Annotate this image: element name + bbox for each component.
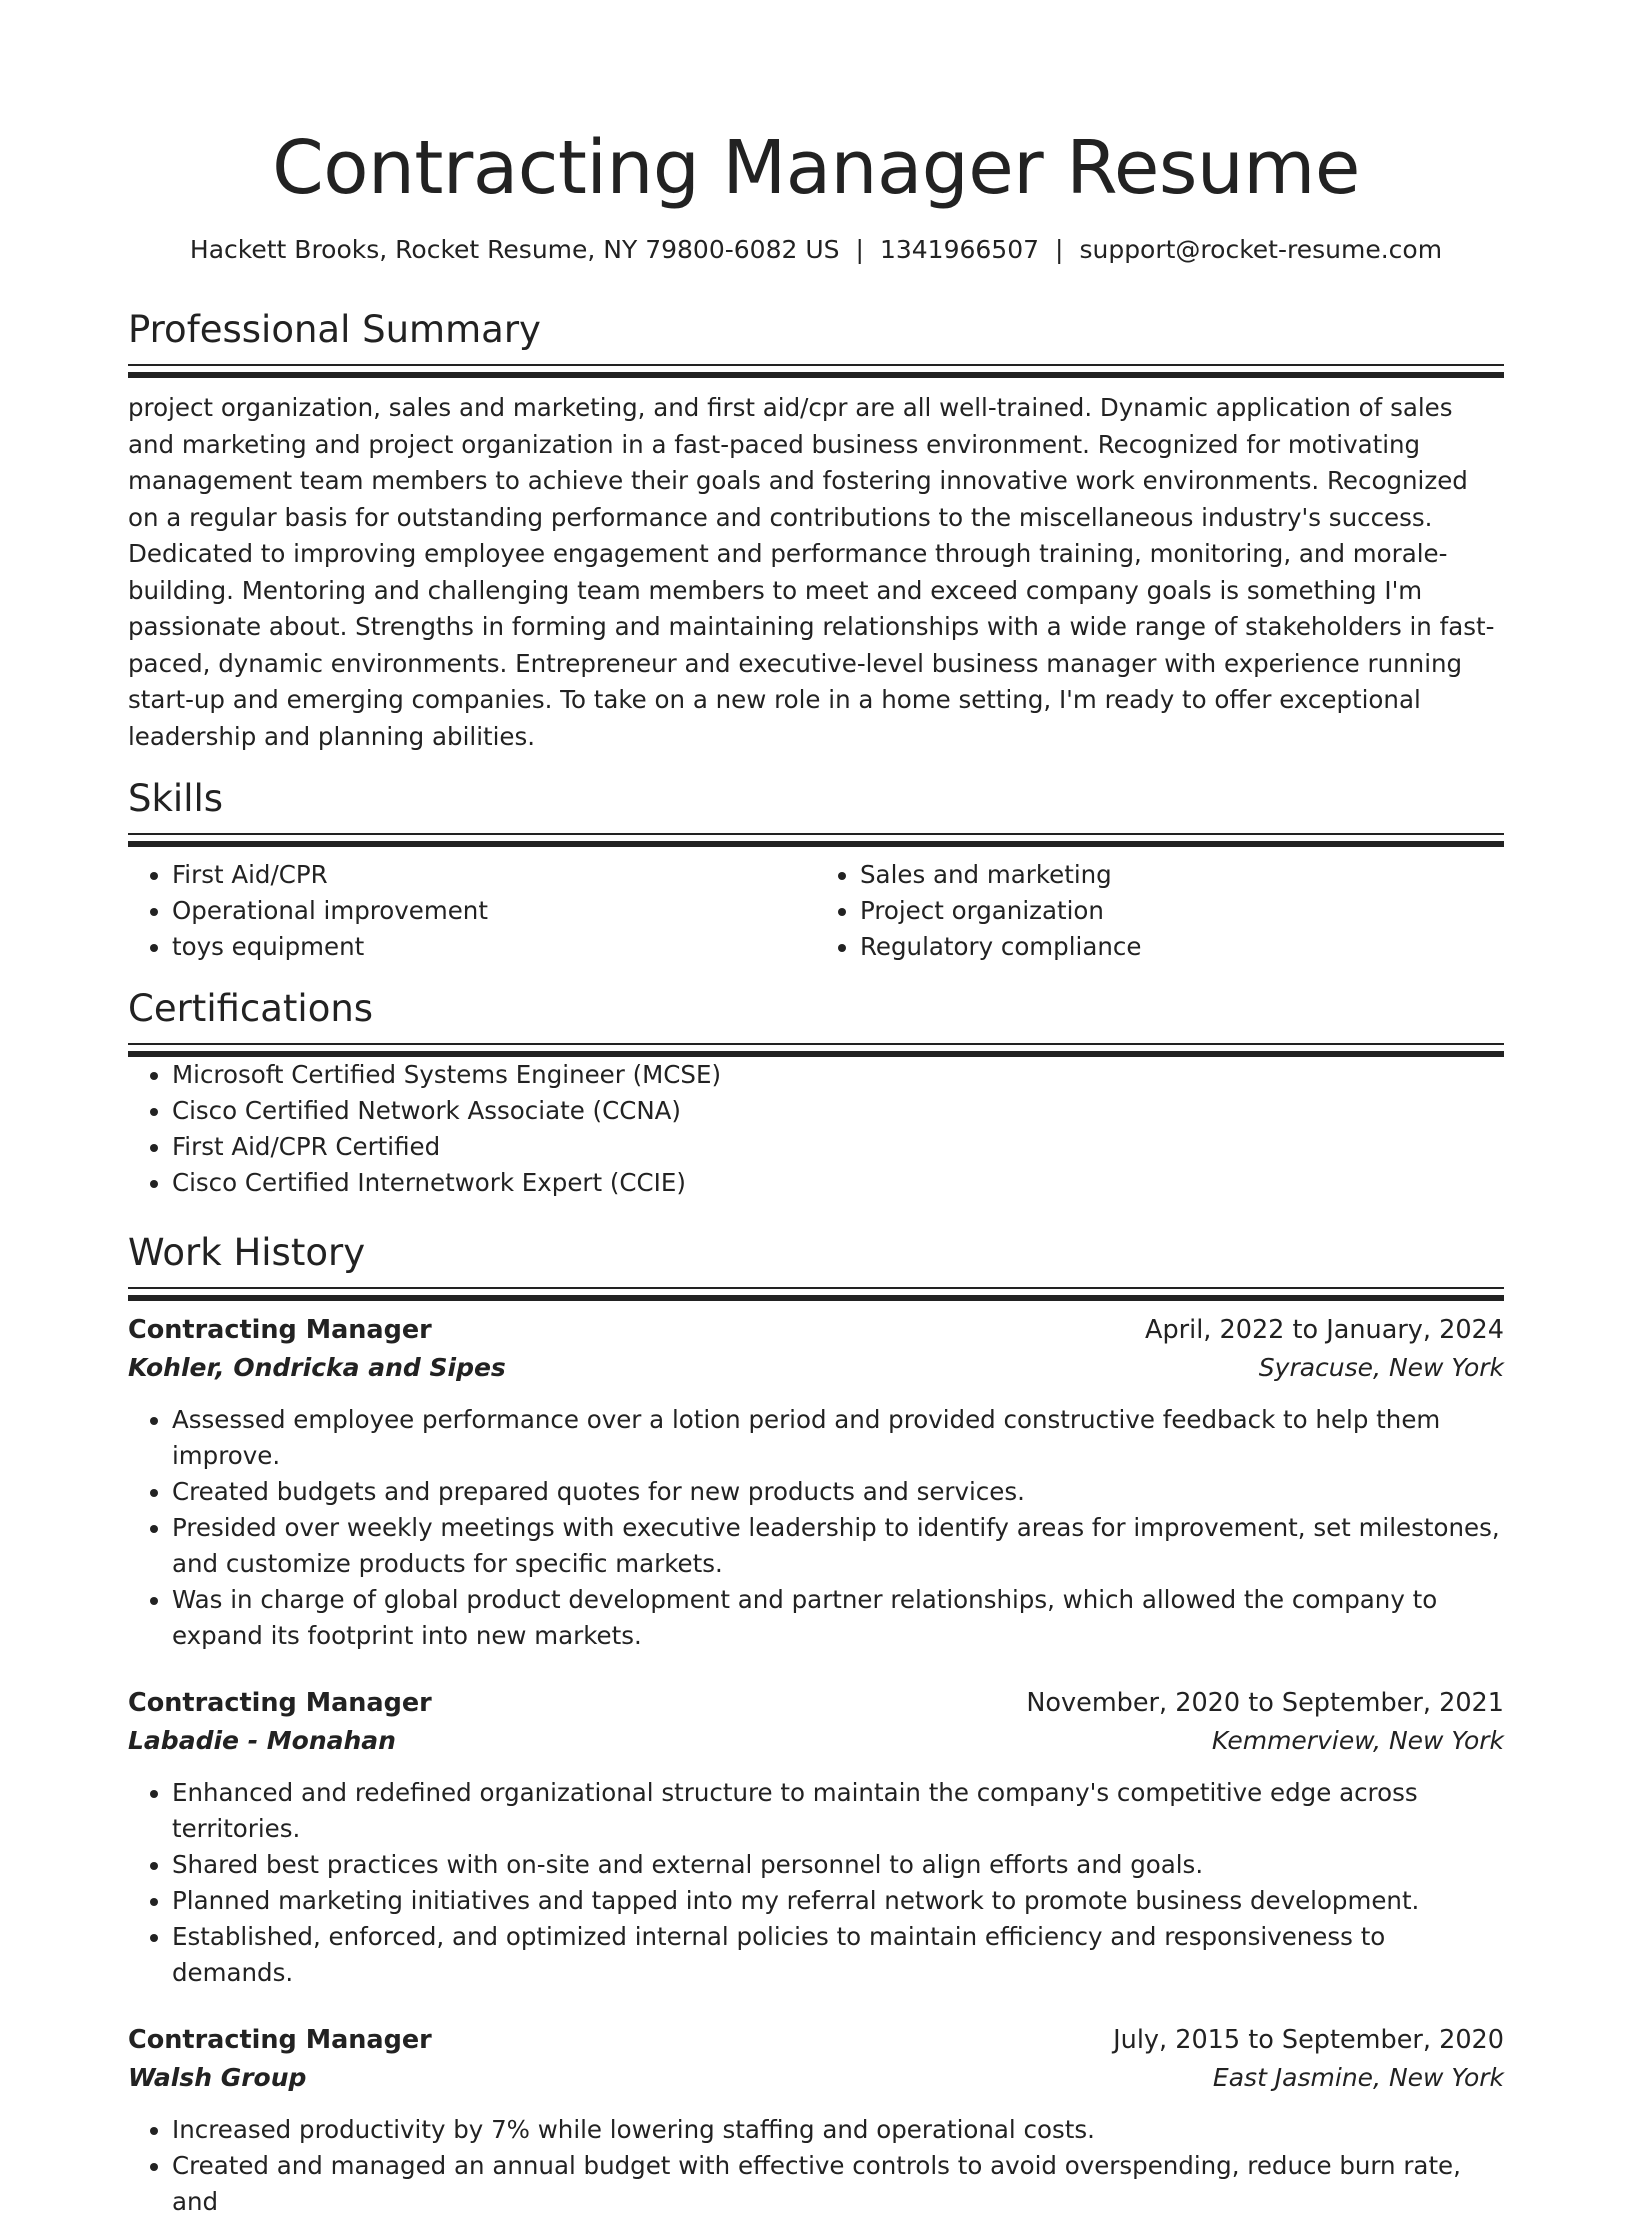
job-duties-list [128, 1775, 1504, 1991]
job-header-row [128, 1311, 1504, 1349]
job-duty: • Planned marketing initiatives and tapped into my referral network to promote business development. [172, 1883, 1504, 1919]
summary-heading: Professional Summary [128, 308, 541, 351]
job-location: East Jasmine, New York [1212, 2063, 1504, 2092]
contact-email[interactable]: support@rocket-resume.com [1079, 235, 1443, 264]
certifications-list [128, 1057, 1504, 1201]
job-duty: • Created and managed an annual budget with effective controls to avoid overspending, reduce burn rate, and [172, 2148, 1504, 2220]
section-divider [128, 1043, 1504, 1057]
job-company-row [128, 1349, 1504, 1387]
resume-content [128, 0, 1504, 2220]
job-company-row [128, 1722, 1504, 1760]
section-divider [128, 1287, 1504, 1301]
job-duty: • Shared best practices with on-site and external personnel to align efforts and goals. [172, 1847, 1504, 1883]
job-duty: • Assessed employee performance over a lotion period and provided constructive feedback to help them improve. [172, 1402, 1504, 1474]
job-entry [128, 2021, 1504, 2220]
job-duty: • Created budgets and prepared quotes for new products and services. [172, 1474, 1504, 1510]
job-location: Kemmerview, New York [1211, 1726, 1504, 1755]
contact-address: Hackett Brooks, Rocket Resume, NY 79800-6082 US [189, 235, 840, 264]
contact-separator: | [1055, 235, 1064, 264]
certification-item: • Cisco Certified Internetwork Expert (CCIE) [172, 1165, 1504, 1201]
job-header-row [128, 2021, 1504, 2059]
certification-item: • Microsoft Certified Systems Engineer (MCSE) [172, 1057, 1504, 1093]
job-duties-list [128, 1402, 1504, 1654]
skill-item: • toys equipment [172, 929, 816, 965]
job-duties-list [128, 2112, 1504, 2220]
certifications-heading: Certifications [128, 987, 374, 1030]
job-duty: • Enhanced and redefined organizational structure to maintain the company's competitive edge across territories. [172, 1775, 1504, 1847]
skills-list-right [816, 857, 1504, 965]
job-dates: July, 2015 to September, 2020 [1113, 2025, 1504, 2055]
job-company-row [128, 2059, 1504, 2097]
job-duty: • Presided over weekly meetings with executive leadership to identify areas for improvement, set milestones, and customize products for specific markets. [172, 1510, 1504, 1582]
resume-title: Contracting Manager Resume [272, 125, 1360, 211]
summary-section [128, 306, 1504, 755]
job-dates: November, 2020 to September, 2021 [1026, 1688, 1504, 1718]
skills-list-left [128, 857, 816, 965]
skill-item: • Project organization [860, 893, 1504, 929]
job-title: Contracting Manager [128, 2025, 432, 2055]
contact-line [128, 233, 1504, 267]
skill-item: • Operational improvement [172, 893, 816, 929]
certifications-section [128, 985, 1504, 1201]
job-dates: April, 2022 to January, 2024 [1145, 1315, 1504, 1345]
section-divider [128, 364, 1504, 378]
job-company: Labadie - Monahan [128, 1726, 396, 1755]
work-history-heading: Work History [128, 1231, 366, 1274]
contact-phone: 1341966507 [879, 235, 1040, 264]
job-company: Walsh Group [128, 2063, 307, 2092]
job-duty: • Increased productivity by 7% while lowering staffing and operational costs. [172, 2112, 1504, 2148]
skills-section [128, 775, 1504, 965]
job-entry [128, 1311, 1504, 1654]
skills-heading: Skills [128, 777, 224, 820]
skill-item: • Sales and marketing [860, 857, 1504, 893]
summary-text: project organization, sales and marketing, and first aid/cpr are all well-trained. Dynamic application of sales and marketing and project organization in a fast-paced business environment. Recognized for motivating management team members to achieve their goals and fostering innovative work environments. Recognized on a regular basis for outstanding performance and contributions to the miscellaneous industry's success. Dedicated to improving employee engagement and performance through training, monitoring, and morale-building. Mentoring and challenging team members to meet and exceed company goals is something I'm passionate about. Strengths in forming and maintaining relationships with a wide range of stakeholders in fast-paced, dynamic environments. Entrepreneur and executive-level business manager with experience running start-up and emerging companies. To take on a new role in a home setting, I'm ready to offer exceptional leadership and planning abilities. [128, 393, 1495, 751]
certification-item: • Cisco Certified Network Associate (CCNA) [172, 1093, 1504, 1129]
skill-item: • Regulatory compliance [860, 929, 1504, 965]
section-divider [128, 833, 1504, 847]
job-duty: • Was in charge of global product development and partner relationships, which allowed the company to expand its footprint into new markets. [172, 1582, 1504, 1654]
contact-separator: | [855, 235, 864, 264]
job-header-row [128, 1684, 1504, 1722]
job-location: Syracuse, New York [1258, 1353, 1504, 1382]
job-title: Contracting Manager [128, 1688, 432, 1718]
skill-item: • First Aid/CPR [172, 857, 816, 893]
work-history-section [128, 1229, 1504, 2220]
certification-item: • First Aid/CPR Certified [172, 1129, 1504, 1165]
job-title: Contracting Manager [128, 1315, 432, 1345]
job-company: Kohler, Ondricka and Sipes [128, 1353, 506, 1382]
skills-grid [128, 857, 1504, 965]
job-duty: • Established, enforced, and optimized internal policies to maintain efficiency and responsiveness to demands. [172, 1919, 1504, 1991]
job-entry [128, 1684, 1504, 1991]
